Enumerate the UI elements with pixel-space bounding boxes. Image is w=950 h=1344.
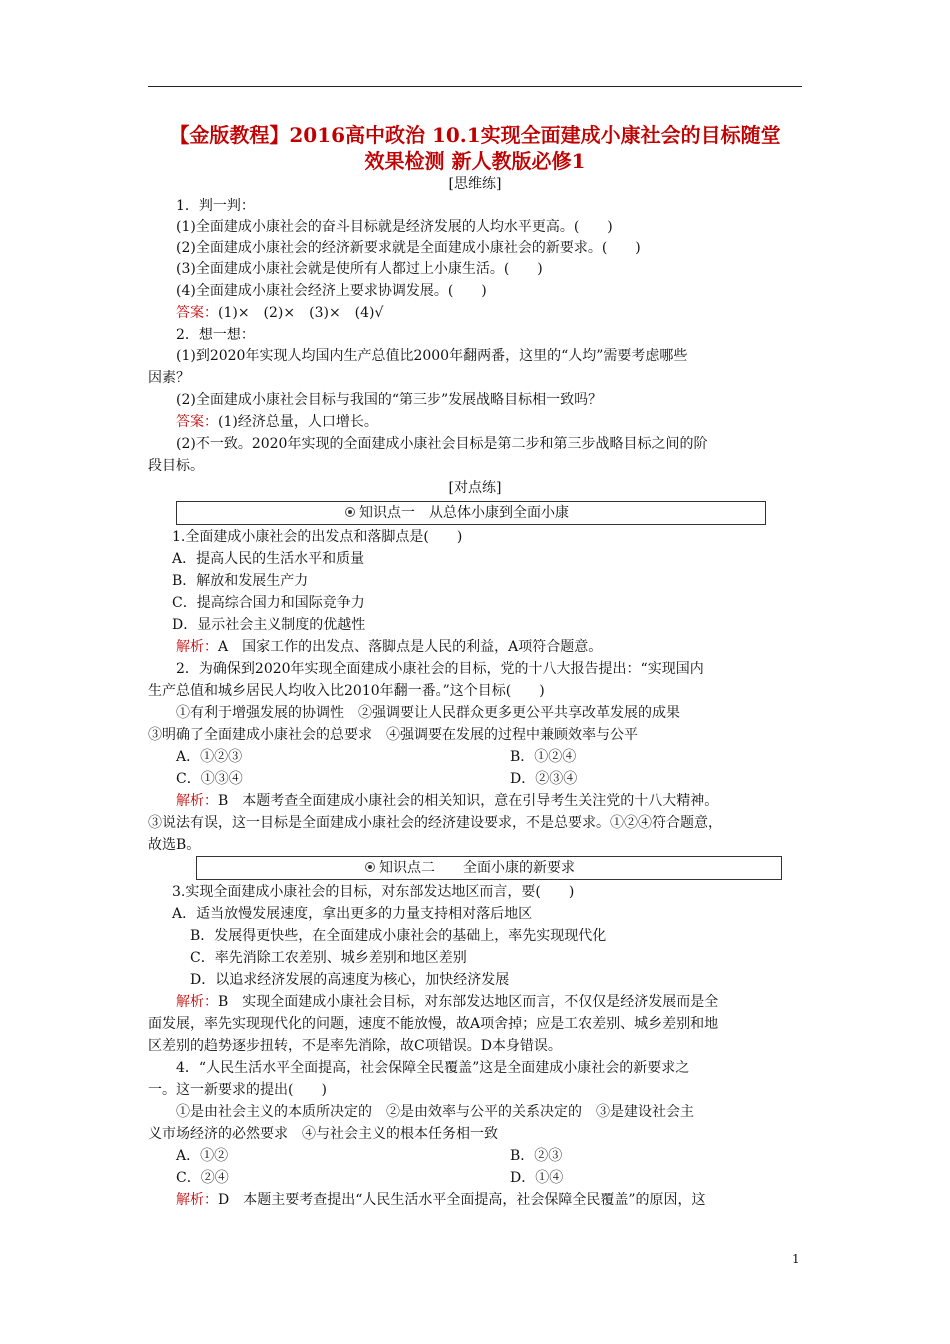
bullet-icon bbox=[345, 507, 355, 517]
analysis-text: B 实现全面建成小康社会目标，对东部发达地区而言，不仅仅是经济发展而是全 bbox=[218, 994, 719, 1010]
mq4-stem-2: 一。这一新要求的提出( ) bbox=[148, 1082, 327, 1098]
mq4-choices-1: ①是由社会主义的本质所决定的 ②是由效率与公平的关系决定的 ③是建设社会主 bbox=[176, 1104, 694, 1120]
q2-answer-1 bbox=[176, 412, 378, 432]
knowledge-point-box-2 bbox=[196, 856, 782, 880]
mq2-choices-2: ③明确了全面建成小康社会的总要求 ④强调要在发展的过程中兼顾效率与公平 bbox=[148, 727, 638, 743]
mq2-analysis-2: ③说法有误，这一目标是全面建成小康社会的经济建设要求，不是总要求。①②④符合题意， bbox=[148, 815, 722, 831]
q2-heading: 2．想一想： bbox=[176, 327, 255, 343]
q2-question-1-cont: 因素？ bbox=[148, 370, 190, 386]
section-heading-duidian: [对点练] bbox=[448, 480, 502, 496]
mq3-option-d: D．以追求经济发展的高速度为核心，加快经济发展 bbox=[190, 972, 510, 988]
mq1-option-d: D．显示社会主义制度的优越性 bbox=[172, 617, 366, 633]
q1-answer bbox=[176, 303, 383, 323]
mq4-option-d: D．①④ bbox=[510, 1170, 564, 1186]
knowledge-point-label: 知识点二 全面小康的新要求 bbox=[379, 860, 575, 876]
mq3-analysis-2: 面发展，率先实现现代化的问题，速度不能放慢，故A项舍掉；应是工农差别、城乡差别和地 bbox=[148, 1016, 719, 1032]
mq2-stem-1: 2．为确保到2020年实现全面建成小康社会的目标，党的十八大报告提出：“实现国内 bbox=[176, 661, 704, 677]
q2-answer-2: (2)不一致。2020年实现的全面建成小康社会目标是第二步和第三步战略目标之间的阶 bbox=[176, 436, 708, 452]
mq1-stem: 1.全面建成小康社会的出发点和落脚点是( ) bbox=[172, 529, 463, 545]
analysis-text: B 本题考查全面建成小康社会的相关知识，意在引导考生关注党的十八大精神。 bbox=[218, 793, 719, 809]
q1-item-2: (2)全面建成小康社会的经济新要求就是全面建成小康社会的新要求。( ) bbox=[176, 240, 641, 256]
mq4-stem-1: 4．“人民生活水平全面提高，社会保障全民覆盖”这是全面建成小康社会的新要求之 bbox=[176, 1060, 690, 1076]
mq2-choices-1: ①有利于增强发展的协调性 ②强调要让人民群众更多更公平共享改革发展的成果 bbox=[176, 705, 680, 721]
mq2-stem-2: 生产总值和城乡居民人均收入比2010年翻一番。”这个目标( ) bbox=[148, 683, 545, 699]
mq1-option-c: C．提高综合国力和国际竞争力 bbox=[172, 595, 365, 611]
answer-label: 答案： bbox=[176, 305, 218, 321]
mq1-option-a: A．提高人民的生活水平和质量 bbox=[172, 551, 365, 567]
answer-label: 答案： bbox=[176, 414, 218, 430]
mq3-option-a: A．适当放慢发展速度，拿出更多的力量支持相对落后地区 bbox=[172, 906, 533, 922]
document-title-line2: 效果检测 新人教版必修1 bbox=[364, 149, 586, 173]
answer-text: (1)× (2)× (3)× (4)√ bbox=[218, 305, 384, 321]
mq1-analysis bbox=[176, 637, 602, 657]
mq2-option-b: B．①②④ bbox=[510, 749, 577, 765]
mq2-option-a: A．①②③ bbox=[176, 749, 243, 765]
knowledge-point-box-1 bbox=[176, 501, 766, 525]
analysis-label: 解析： bbox=[176, 1192, 218, 1208]
q1-heading: 1．判一判： bbox=[176, 198, 255, 214]
mq3-stem: 3.实现全面建成小康社会的目标，对东部发达地区而言，要( ) bbox=[172, 884, 575, 900]
mq3-analysis-1 bbox=[176, 992, 718, 1012]
q2-question-1: (1)到2020年实现人均国内生产总值比2000年翻两番，这里的“人均”需要考虑哪些 bbox=[176, 348, 688, 364]
analysis-text: A 国家工作的出发点、落脚点是人民的利益，A项符合题意。 bbox=[218, 639, 603, 655]
mq4-option-c: C．②④ bbox=[176, 1170, 229, 1186]
page-number: 1 bbox=[792, 1252, 800, 1266]
analysis-label: 解析： bbox=[176, 793, 218, 809]
q1-item-1: (1)全面建成小康社会的奋斗目标就是经济发展的人均水平更高。( ) bbox=[176, 219, 613, 235]
mq4-option-a: A．①② bbox=[176, 1148, 229, 1164]
mq3-option-c: C．率先消除工农差别、城乡差别和地区差别 bbox=[190, 950, 467, 966]
mq3-option-b: B．发展得更快些，在全面建成小康社会的基础上，率先实现现代化 bbox=[190, 928, 607, 944]
mq4-choices-2: 义市场经济的必然要求 ④与社会主义的根本任务相一致 bbox=[148, 1126, 498, 1142]
mq2-analysis-1 bbox=[176, 791, 718, 811]
mq2-analysis-3: 故选B。 bbox=[148, 837, 201, 853]
mq2-option-c: C．①③④ bbox=[176, 771, 243, 787]
bullet-icon bbox=[365, 862, 375, 872]
document-title-line1: 【金版教程】2016高中政治 10.1实现全面建成小康社会的目标随堂 bbox=[169, 123, 781, 147]
analysis-label: 解析： bbox=[176, 994, 218, 1010]
analysis-text: D 本题主要考查提出“人民生活水平全面提高，社会保障全民覆盖”的原因，这 bbox=[218, 1192, 706, 1208]
q1-item-3: (3)全面建成小康社会就是使所有人都过上小康生活。( ) bbox=[176, 261, 543, 277]
section-heading-siwei: [思维练] bbox=[448, 176, 502, 192]
analysis-label: 解析： bbox=[176, 639, 218, 655]
q1-item-4: (4)全面建成小康社会经济上要求协调发展。( ) bbox=[176, 283, 487, 299]
mq4-analysis-1 bbox=[176, 1190, 706, 1210]
knowledge-point-label: 知识点一 从总体小康到全面小康 bbox=[359, 505, 569, 521]
mq2-option-d: D．②③④ bbox=[510, 771, 578, 787]
header-rule bbox=[148, 86, 802, 87]
mq4-option-b: B．②③ bbox=[510, 1148, 563, 1164]
q2-question-2: (2)全面建成小康社会目标与我国的“第三步”发展战略目标相一致吗？ bbox=[176, 392, 603, 408]
q2-answer-2-cont: 段目标。 bbox=[148, 458, 204, 474]
answer-text: (1)经济总量，人口增长。 bbox=[218, 414, 378, 430]
mq3-analysis-3: 区差别的趋势逐步扭转，不是率先消除，故C项错误。D本身错误。 bbox=[148, 1038, 562, 1054]
mq1-option-b: B．解放和发展生产力 bbox=[172, 573, 309, 589]
